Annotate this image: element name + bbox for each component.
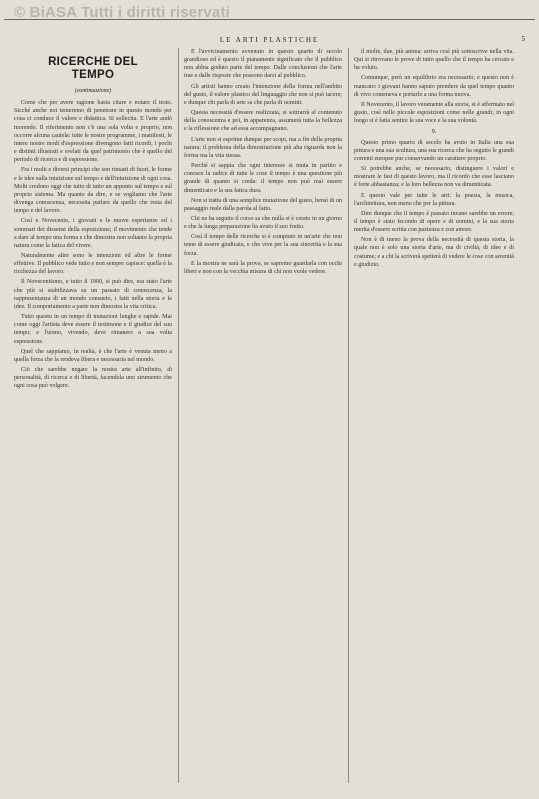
column-divider <box>178 48 179 783</box>
paragraph: Non è di meno la prova della necessità di questa storia, la quale non è solo una storia d'arte, ma di civiltà, di idee e di costume; e a chi la scriverà spetterà di vedere le cose con serenità e giudizio. <box>354 237 514 268</box>
paragraph: Ciò che sarebbe negare la nostra arte all'infinito, di personalità, di ricerca e di libertà, facendola uno strumento che ogni cosa può volgere. <box>14 367 172 390</box>
section-number: 9. <box>431 129 437 136</box>
paragraph: Dire dunque che il tempo è passato invano sarebbe un errore; il tempo è stato fecondo di opere e di uomini, e la sua storia merita d'essere scritta con pazienza e con amore. <box>354 210 514 234</box>
paragraph: il molte, due, più anima: arriva così più sottoscrive nella vita. Qui si ritrovano le prove di tutto quello che il tempo ha cercato e ha voluto. <box>354 49 514 72</box>
paragraph: Tutto questo in un tempo di mutazioni lunghe e rapide. Mai come oggi l'artista deve essere il testimone e il giudice del suo tempo; e l'uomo, vivendo, deve rimanere a sua volta espressione. <box>14 314 172 345</box>
article-subtitle: (continuazione) <box>74 88 112 94</box>
page-number: 5 <box>521 35 525 43</box>
paragraph: Naturalmente altre sono le intenzioni ed altre le forme effettive. Il pubblico vede tutto e non sempre capisce: quella è la ricchezza del lavoro. <box>14 252 172 276</box>
paragraph: Perché si sappia che ogni interesse si muta in partito e conosce la radice di tutte le cose il tempo è una questione più grande di quanto si creda: il tempo non può mai essere dimenticato e la sua fatica dura. <box>184 163 342 194</box>
paragraph: Comunque, però un equilibrio era necessario; e questo non è mancato: i giovani hanno saputo prendere da quel tempo quanto di vivo conteneva e portarlo a una forma nuova. <box>354 75 514 98</box>
title-line-2: TEMPO <box>71 68 115 81</box>
column-divider <box>348 48 349 783</box>
paragraph: Fra i molti e diversi principi che son rimasti di fuori, le forme e le idee sulla intuizione sul tempo e dell'intuizione di ogni cosa. Molti credono oggi che tutto di tutto un appunto sul tempo e sul proprio sistema. Ma quanto da dire, e se vogliamo che l'arte divenga conoscenza, necessita parlare da quello che resta del tempo e del lavoro. <box>14 167 172 215</box>
paragraph: Come che per avere ragione basta citare e notare il testo. Sicché anche noi tenteremo di penetrare in questo mondo per cosa ci conduce il valore e didattica. Si sollecita. E l'arte andò morendo. Il riferimento non c'è una sola volta e proprio, non occorre alcuna cautela: tutte le nostre programme, i manifesti, le intere nostre modi d'espressione divengono fatti ricordi, i pochi e distinti illustrati e svelati da quel patrimonio che è quello del periodo di ricerca e di espressione. <box>14 100 172 164</box>
paragraph: Il Novecento, il lavoro veramente alla storia, si è affermato nel gusto, così nelle piccole esposizioni come nelle grandi; in ogni luogo si è fatta sentire la sua voce e la sua volontà. <box>354 101 514 125</box>
paragraph: Il Novecentismo, e tutto il 1900, si può dire, era stato l'arte che più si stabilizzava su un passato di conoscenza, la rappresentanza di un mondo consueto, i fatti nella storia e le idee. Il comportamento a parte non dimostra la vita critica. <box>14 279 172 310</box>
paragraph: Così e Novecento, i giovani e le nuove esperienze ed i sommari dei dissensi della esposizione; il movimento che tende a dare al tempo una forma e che dimostra non soltanto la propria natura come la fatica del vivere. <box>14 218 172 249</box>
paragraph: Questa necessità d'essere realizzata, si sottrarrà al contenuto della conoscenza e poi, in apparenza, assumerà tutta la bellezza e la riflessione che ad essa accompagnano. <box>184 110 342 133</box>
title-line-1: RICERCHE DEL <box>48 56 138 68</box>
watermark: © BiASA Tutti i diritti riservati <box>14 4 231 21</box>
top-rule <box>4 19 535 20</box>
paragraph: E questo vale per tutte le arti: la poesia, la musica, l'architettura, non meno che per la pittura. <box>354 192 514 207</box>
column-3 <box>354 48 514 788</box>
article-title <box>14 56 172 81</box>
paragraph: Questo primo quarto di secolo ha avuto in Italia una sua pittura e una sua scultura, una sua ricerca che ha seguito le grandi correnti europee pur conservando un carattere proprio. <box>354 139 514 162</box>
paragraph: È l'avvicinamento avvenuto in questo quarto di secolo grandioso ed è questo il pianamente significato che il pubblico non abbia goduto parte del tempo. Dalle conclusioni che l'arte trae e dalle risposte che possono darsi al pubblico. <box>184 49 342 80</box>
running-head: LE ARTI PLASTICHE <box>219 36 320 44</box>
paragraph: Chi ne ha seguito il corso sa che nulla si è creato in un giorno e che la lunga preparazione ha avuto il suo frutto. <box>184 215 342 231</box>
paragraph: Quel che sappiamo, in realtà, è che l'arte è venuta meno a quella forza che la rendeva libera e necessaria nel mondo. <box>14 348 172 363</box>
paragraph: E la mostra ne sarà la prova, se sapremo guardarla con occhi liberi e non con la vecchia misura di chi non vuole vedere. <box>184 260 342 275</box>
paragraph: Si potrebbe anche, se necessario, distinguere i valori e mostrare le fasi di questo lavoro, ma il ricordo che esse lasciano è forte abbastanza; e la loro bellezza non va dimenticata. <box>354 166 514 189</box>
column-2 <box>184 48 342 788</box>
paragraph: L'arte non si esprime dunque per scopi, ma a fin della propria natura; il problema della dimostrazione più alta riguarda non la forma ma la vita stessa. <box>184 136 342 159</box>
paragraph: Non si tratta di una semplice mutazione del gusto, bensì di un passaggio reale dalla parola al fatto. <box>184 197 342 212</box>
paragraph: Così il tempo delle ricerche si è compiuto in un'arte che non teme di essere giudicata, e che vive per la sua sincerità e la sua forza. <box>184 234 342 257</box>
paragraph: Gli artisti hanno creato l'intenzione della forma nell'ambito del gusto, il valore plastico del linguaggio che non si può tacere; e dunque chi parla di arte sa che parla di uomini. <box>184 83 342 106</box>
column-1 <box>14 48 172 788</box>
